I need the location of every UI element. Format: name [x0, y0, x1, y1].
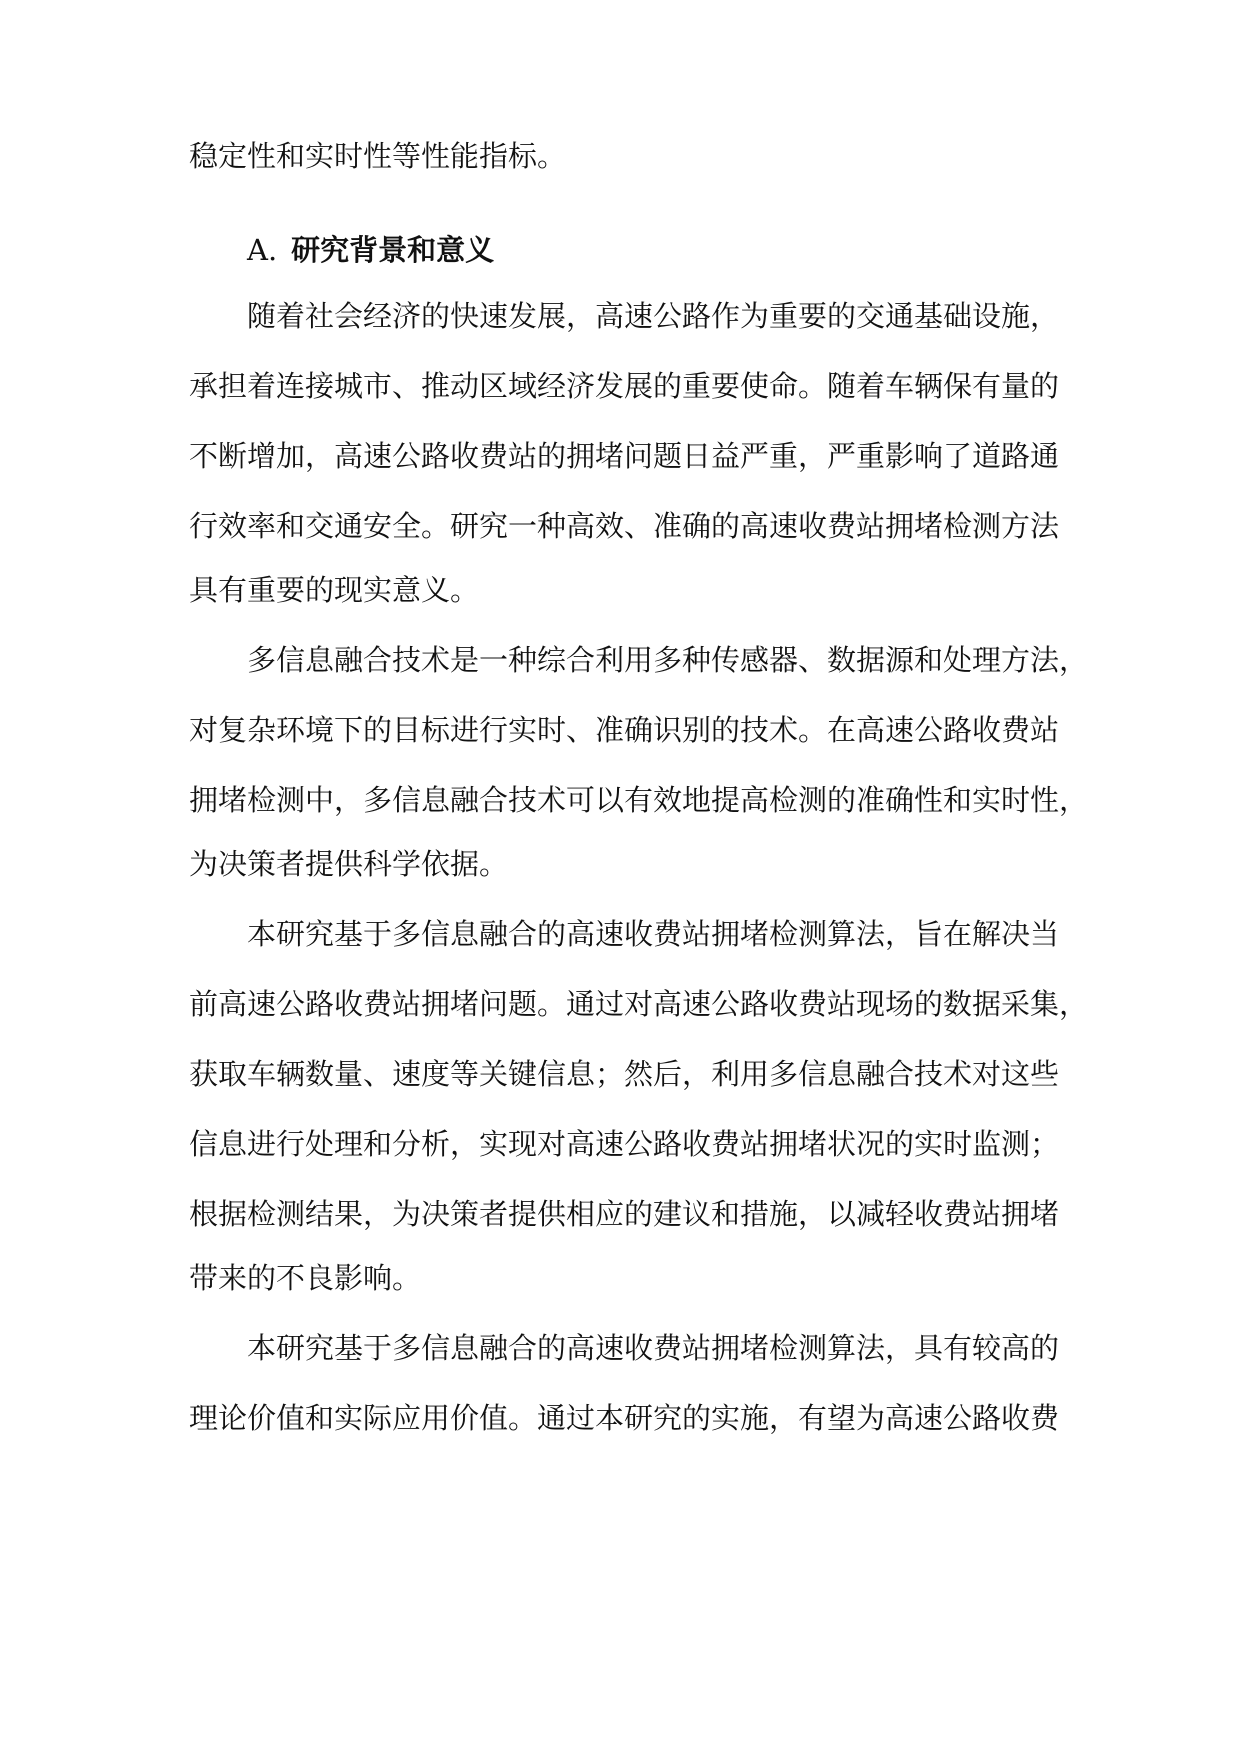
paragraph-3-line-6: 带来的不良影响。 — [189, 1261, 422, 1295]
paragraph-3-line-1: 本研究基于多信息融合的高速收费站拥堵检测算法，旨在解决当 — [247, 917, 1060, 951]
paragraph-3-line-2: 前高速公路收费站拥堵问题。通过对高速公路收费站现场的数据采集， — [189, 987, 1089, 1021]
paragraph-1-line-4: 行效率和交通安全。研究一种高效、准确的高速收费站拥堵检测方法 — [189, 509, 1060, 543]
section-heading — [247, 230, 947, 270]
paragraph-1-line-2: 承担着连接城市、推动区域经济发展的重要使命。随着车辆保有量的 — [189, 369, 1060, 403]
paragraph-4-line-1: 本研究基于多信息融合的高速收费站拥堵检测算法，具有较高的 — [247, 1331, 1060, 1365]
paragraph-4-line-2: 理论价值和实际应用价值。通过本研究的实施，有望为高速公路收费 — [189, 1401, 1060, 1435]
section-title: 研究背景和意义 — [291, 233, 495, 267]
paragraph-3-line-3: 获取车辆数量、速度等关键信息；然后，利用多信息融合技术对这些 — [189, 1057, 1060, 1091]
paragraph-1-line-5: 具有重要的现实意义。 — [189, 573, 480, 607]
paragraph-3-line-4: 信息进行处理和分析，实现对高速公路收费站拥堵状况的实时监测； — [189, 1127, 1060, 1161]
continuation-text: 稳定性和实时性等性能指标。 — [189, 139, 567, 173]
paragraph-2-line-1: 多信息融合技术是一种综合利用多种传感器、数据源和处理方法， — [247, 643, 1089, 677]
paragraph-2-line-4: 为决策者提供科学依据。 — [189, 847, 509, 881]
paragraph-1-line-3: 不断增加，高速公路收费站的拥堵问题日益严重，严重影响了道路通 — [189, 439, 1060, 473]
paragraph-2-line-2: 对复杂环境下的目标进行实时、准确识别的技术。在高速公路收费站 — [189, 713, 1060, 747]
paragraph-1-line-1: 随着社会经济的快速发展，高速公路作为重要的交通基础设施， — [247, 299, 1060, 333]
paragraph-2-line-3: 拥堵检测中，多信息融合技术可以有效地提高检测的准确性和实时性， — [189, 783, 1089, 817]
paragraph-3-line-5: 根据检测结果，为决策者提供相应的建议和措施，以减轻收费站拥堵 — [189, 1197, 1060, 1231]
section-number: A. — [247, 233, 278, 267]
